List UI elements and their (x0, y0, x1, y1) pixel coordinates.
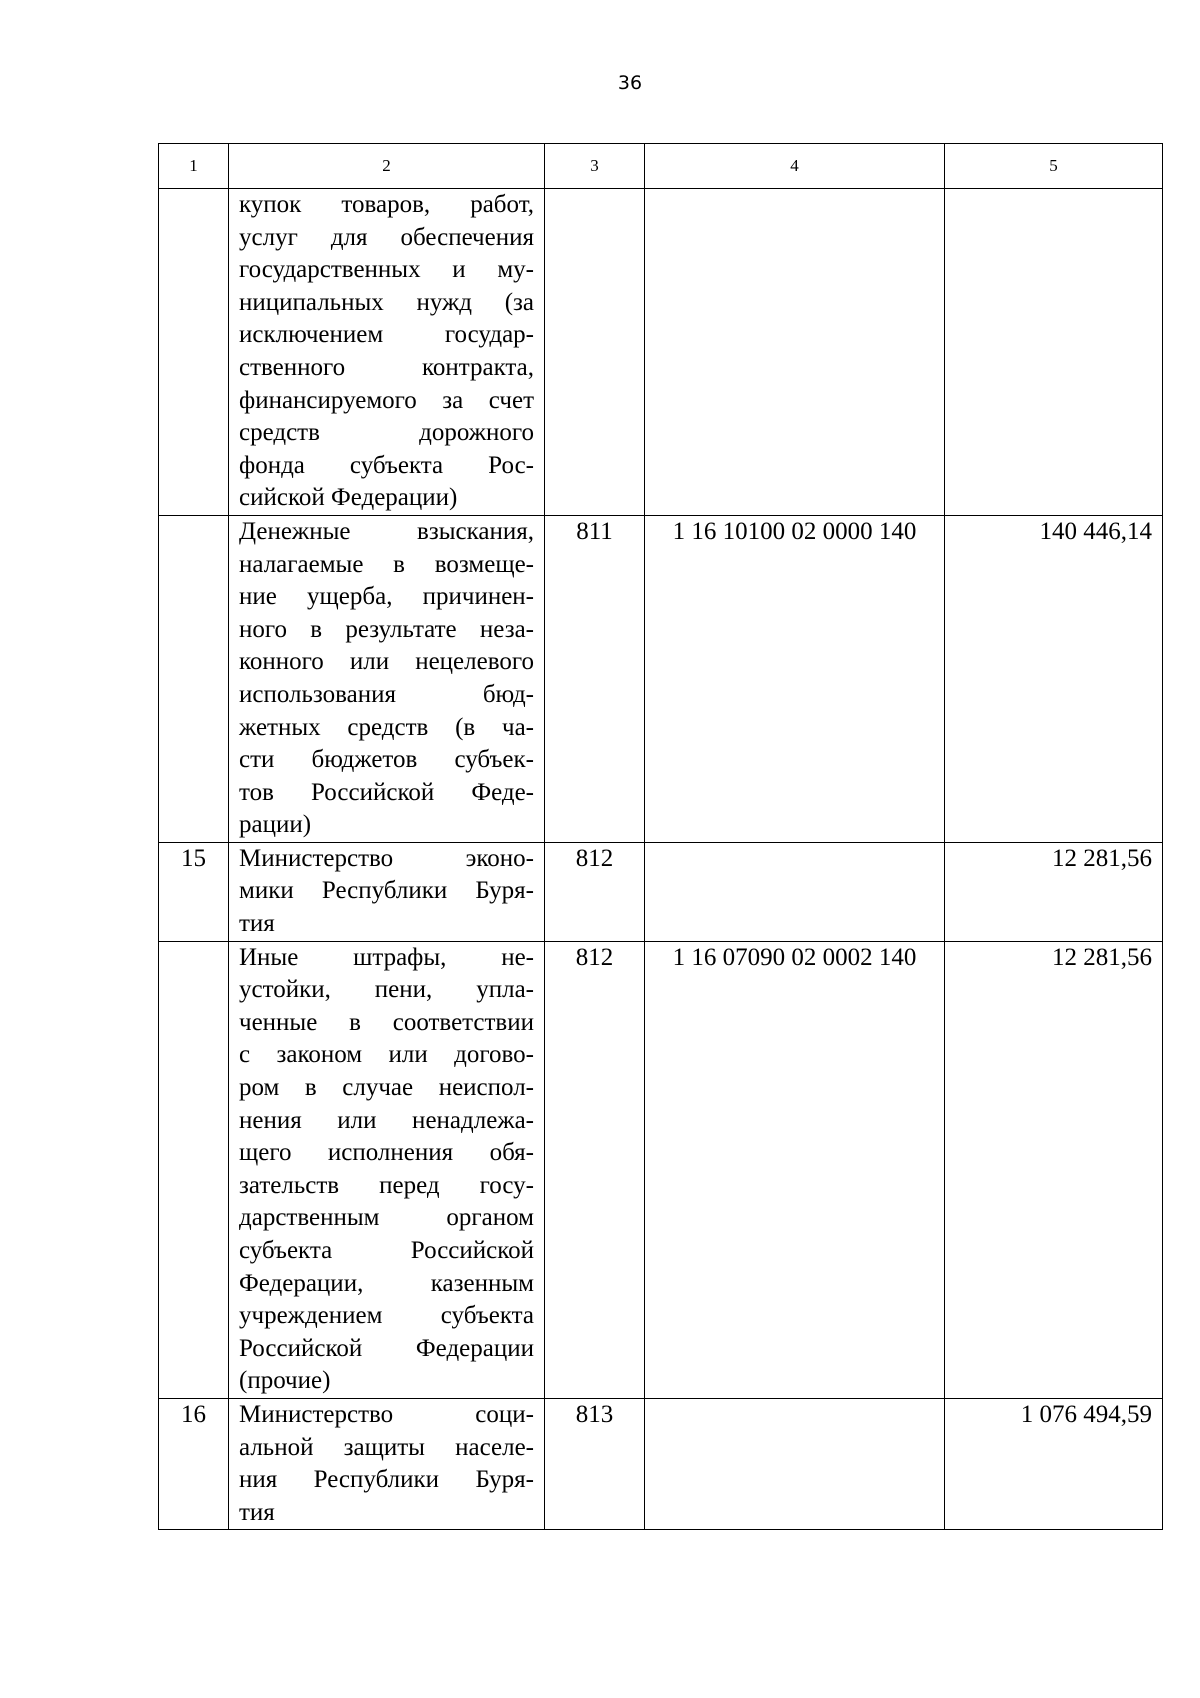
row-name-cell (229, 189, 545, 516)
name-text-line: ниципальных нужд (за (239, 288, 534, 316)
table-row (159, 1398, 1163, 1529)
row-number-cell: 16 (159, 1398, 229, 1529)
row-amount-cell (945, 189, 1163, 516)
row-name-cell (229, 1398, 545, 1529)
name-text-line: ром в случае неиспол- (239, 1074, 534, 1102)
row-amount-cell: 1 076 494,59 (945, 1398, 1163, 1529)
budget-table (158, 143, 1163, 1530)
row-name-cell (229, 842, 545, 941)
name-text-line: устойки, пени, упла- (239, 976, 534, 1004)
name-text-line: конного или нецелевого (239, 648, 534, 676)
name-text-line: (прочие) (239, 1367, 331, 1395)
name-text-line: средств дорожного (239, 419, 534, 447)
name-text-line: с законом или догово- (239, 1041, 534, 1069)
name-text-line: Министерство соци- (239, 1400, 534, 1428)
name-text-line: налагаемые в возмеще- (239, 550, 534, 578)
row-number-cell: 15 (159, 842, 229, 941)
table-row (159, 515, 1163, 842)
name-text-line: Министерство эконо- (239, 844, 534, 872)
table-row (159, 189, 1163, 516)
name-text-line: государственных и му- (239, 256, 534, 284)
name-text-line: ния Республики Буря- (239, 1466, 534, 1494)
header-cell-4: 4 (645, 144, 945, 189)
table-header-row (159, 144, 1163, 189)
row-admin-code-cell: 812 (545, 941, 645, 1398)
row-kbk-code-cell: 1 16 10100 02 0000 140 (645, 515, 945, 842)
name-text-line: ного в результате неза- (239, 615, 534, 643)
name-text-line: рации) (239, 811, 312, 839)
name-text-line: щего исполнения обя- (239, 1139, 534, 1167)
name-text-line: дарственным органом (239, 1204, 534, 1232)
row-amount-cell: 12 281,56 (945, 842, 1163, 941)
row-amount-cell: 12 281,56 (945, 941, 1163, 1398)
name-text-line: ченные в соответствии (239, 1008, 534, 1036)
row-admin-code-cell: 812 (545, 842, 645, 941)
name-text-line: учреждением субъекта (239, 1302, 534, 1330)
name-text-line: мики Республики Буря- (239, 877, 534, 905)
name-text-line: исключением государ- (239, 321, 534, 349)
name-text-line: Федерации, казенным (239, 1269, 534, 1297)
name-text-line: зательств перед госу- (239, 1171, 534, 1199)
row-number-cell (159, 515, 229, 842)
name-text-line: ственного контракта, (239, 353, 534, 381)
name-text-line: использования бюд- (239, 680, 534, 708)
row-name-cell (229, 941, 545, 1398)
name-text-line: финансируемого за счет (239, 386, 534, 414)
name-text-line: сийской Федерации) (239, 484, 458, 512)
row-kbk-code-cell: 1 16 07090 02 0002 140 (645, 941, 945, 1398)
table-row (159, 941, 1163, 1398)
row-amount-cell: 140 446,14 (945, 515, 1163, 842)
name-text-line: Иные штрафы, не- (239, 943, 534, 971)
row-number-cell (159, 941, 229, 1398)
name-text-line: тия (239, 910, 275, 938)
header-cell-2: 2 (229, 144, 545, 189)
row-admin-code-cell (545, 189, 645, 516)
name-text-line: сти бюджетов субъек- (239, 746, 534, 774)
name-text-line: тов Российской Феде- (239, 778, 534, 806)
name-text-line: тия (239, 1498, 275, 1526)
name-text-line: фонда субъекта Рос- (239, 451, 534, 479)
row-number-cell (159, 189, 229, 516)
name-text-line: альной защиты населе- (239, 1433, 534, 1461)
name-text-line: нения или ненадлежа- (239, 1106, 534, 1134)
row-kbk-code-cell (645, 1398, 945, 1529)
name-text-line: услуг для обеспечения (239, 223, 534, 251)
table-body (159, 144, 1163, 1530)
table-row (159, 842, 1163, 941)
name-text-line: субъекта Российской (239, 1237, 534, 1264)
name-text-line: ние ущерба, причинен- (239, 583, 534, 611)
name-text-line: купок товаров, работ, (239, 191, 534, 218)
row-kbk-code-cell (645, 189, 945, 516)
name-text-line: жетных средств (в ча- (239, 713, 534, 741)
page-number: 36 (617, 72, 643, 94)
name-text-line: Денежные взыскания, (239, 517, 534, 545)
row-kbk-code-cell (645, 842, 945, 941)
row-admin-code-cell: 811 (545, 515, 645, 842)
header-cell-5: 5 (945, 144, 1163, 189)
row-name-cell (229, 515, 545, 842)
row-admin-code-cell: 813 (545, 1398, 645, 1529)
header-cell-3: 3 (545, 144, 645, 189)
header-cell-1: 1 (159, 144, 229, 189)
name-text-line: Российской Федерации (239, 1334, 534, 1362)
